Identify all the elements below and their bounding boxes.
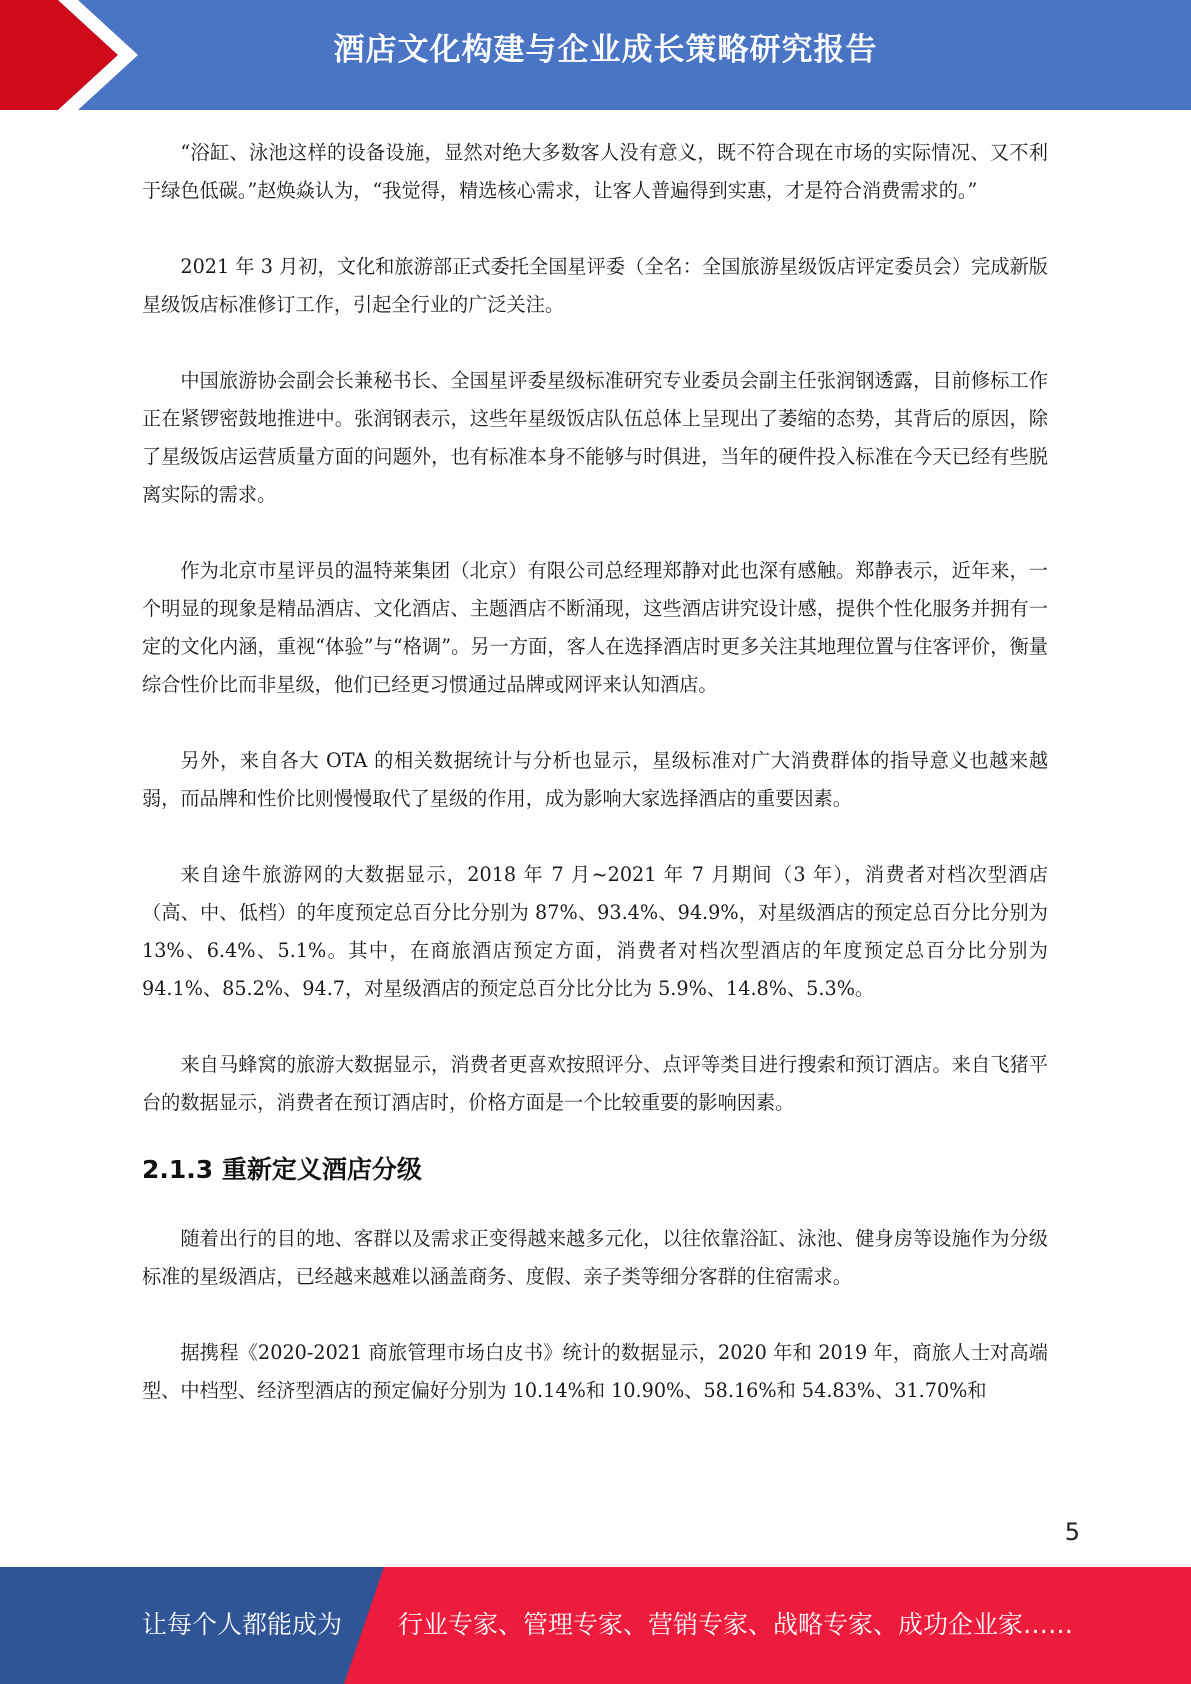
section-heading: 2.1.3 重新定义酒店分级: [142, 1155, 422, 1184]
paragraph-3: 中国旅游协会副会长兼秘书长、全国星评委星级标准研究专业委员会副主任张润钢透露，目前修标工作正在紧锣密鼓地推进中。张润钢表示，这些年星级饭店队伍总体上呈现出了萎缩的态势，其背后的原因，除了星级饭店运营质量方面的问题外，也有标准本身不能够与时俱进，当年的硬件投入标准在今天已经有些脱离实际的需求。: [142, 369, 1048, 506]
paragraph-1: “浴缸、泳池这样的设备设施，显然对绝大多数客人没有意义，既不符合现在市场的实际情况、又不利于绿色低碳。”赵焕焱认为，“我觉得，精选核心需求，让客人普遍得到实惠，才是符合消费需求的。”: [142, 141, 1048, 202]
section-paragraph-2: 据携程《2020-2021 商旅管理市场白皮书》统计的数据显示，2020 年和 2019 年，商旅人士对高端型、中档型、经济型酒店的预定偏好分别为 10.14%和 10.90%、58.16%和 54.83%、31.70%和: [142, 1341, 1048, 1402]
paragraph-7: 来自马蜂窝的旅游大数据显示，消费者更喜欢按照评分、点评等类目进行搜索和预订酒店。来自飞猪平台的数据显示，消费者在预订酒店时，价格方面是一个比较重要的影响因素。: [142, 1053, 1048, 1114]
paragraph-2: 2021 年 3 月初，文化和旅游部正式委托全国星评委（全名：全国旅游星级饭店评定委员会）完成新版星级饭店标准修订工作，引起全行业的广泛关注。: [142, 255, 1048, 316]
header-title: 酒店文化构建与企业成长策略研究报告: [333, 32, 878, 68]
paragraph-6: 来自途牛旅游网的大数据显示，2018 年 7 月~2021 年 7 月期间（3 年），消费者对档次型酒店（高、中、低档）的年度预定总百分比分别为 87%、93.4%、94.9%，对星级酒店的预定总百分比分别为 13%、6.4%、5.1%。其中，在商旅酒店预定方面，消费者对档次型酒店的年度预定总百分比分别为 94.1%、85.2%、94.7，对星级酒店的预定总百分比分比为 5.9%、14.8%、5.3%。: [142, 863, 1048, 1000]
page-footer: [0, 1567, 1191, 1684]
page-number: 5: [1064, 1518, 1080, 1546]
document-body: [142, 134, 1048, 1410]
paragraph-4: 作为北京市星评员的温特莱集团（北京）有限公司总经理郑静对此也深有感触。郑静表示，近年来，一个明显的现象是精品酒店、文化酒店、主题酒店不断涌现，这些酒店讲究设计感，提供个性化服务并拥有一定的文化内涵，重视“体验”与“格调”。另一方面，客人在选择酒店时更多关注其地理位置与住客评价，衡量综合性价比而非星级，他们已经更习惯通过品牌或网评来认知酒店。: [142, 559, 1048, 696]
footer-slogan-left: 让每个人都能成为: [142, 1610, 343, 1639]
footer-slogan-right: 行业专家、管理专家、营销专家、战略专家、成功企业家……: [398, 1610, 1074, 1639]
paragraph-5: 另外，来自各大 OTA 的相关数据统计与分析也显示，星级标准对广大消费群体的指导意义也越来越弱，而品牌和性价比则慢慢取代了星级的作用，成为影响大家选择酒店的重要因素。: [142, 749, 1049, 810]
page-header: [0, 0, 1191, 110]
section-paragraph-1: 随着出行的目的地、客群以及需求正变得越来越多元化，以往依靠浴缸、泳池、健身房等设施作为分级标准的星级酒店，已经越来越难以涵盖商务、度假、亲子类等细分客群的住宿需求。: [142, 1227, 1048, 1288]
